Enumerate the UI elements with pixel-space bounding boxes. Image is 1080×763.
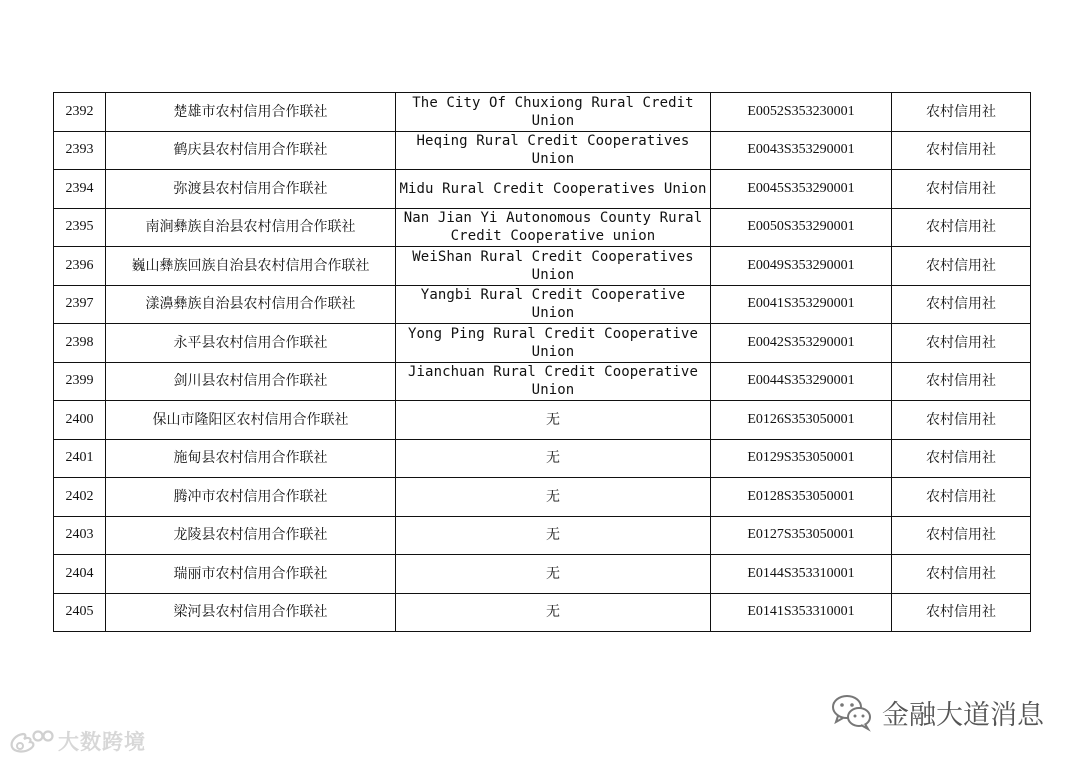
english-name: Yangbi Rural Credit Cooperative Union xyxy=(396,285,711,324)
row-number: 2396 xyxy=(54,247,106,286)
institution-type: 农村信用社 xyxy=(892,324,1031,363)
weibo-watermark-text: 大数跨境 xyxy=(58,730,146,754)
bank-list-table xyxy=(53,92,1031,632)
table-row xyxy=(54,247,1031,286)
chinese-name: 保山市隆阳区农村信用合作联社 xyxy=(106,401,396,440)
english-name: Jianchuan Rural Credit Cooperative Union xyxy=(396,362,711,401)
institution-code: E0144S353310001 xyxy=(711,555,892,594)
table-row xyxy=(54,593,1031,632)
institution-code: E0045S353290001 xyxy=(711,170,892,209)
row-number: 2398 xyxy=(54,324,106,363)
table-row xyxy=(54,478,1031,517)
row-number: 2401 xyxy=(54,439,106,478)
institution-code: E0041S353290001 xyxy=(711,285,892,324)
institution-code: E0044S353290001 xyxy=(711,362,892,401)
chinese-name: 漾濞彝族自治县农村信用合作联社 xyxy=(106,285,396,324)
table-row xyxy=(54,555,1031,594)
table-row xyxy=(54,401,1031,440)
english-name: Heqing Rural Credit Cooperatives Union xyxy=(396,131,711,170)
weibo-watermark xyxy=(8,726,146,756)
chinese-name: 龙陵县农村信用合作联社 xyxy=(106,516,396,555)
english-name: WeiShan Rural Credit Cooperatives Union xyxy=(396,247,711,286)
chinese-name: 永平县农村信用合作联社 xyxy=(106,324,396,363)
wechat-icon xyxy=(830,692,874,732)
row-number: 2394 xyxy=(54,170,106,209)
english-name: 无 xyxy=(396,555,711,594)
chinese-name: 巍山彝族回族自治县农村信用合作联社 xyxy=(106,247,396,286)
institution-code: E0127S353050001 xyxy=(711,516,892,555)
row-number: 2400 xyxy=(54,401,106,440)
english-name: 无 xyxy=(396,516,711,555)
institution-type: 农村信用社 xyxy=(892,247,1031,286)
english-name: 无 xyxy=(396,401,711,440)
wechat-watermark xyxy=(830,692,1044,732)
institution-type: 农村信用社 xyxy=(892,131,1031,170)
institution-type: 农村信用社 xyxy=(892,478,1031,517)
bank-list-table-container xyxy=(53,92,1025,632)
chinese-name: 施甸县农村信用合作联社 xyxy=(106,439,396,478)
row-number: 2399 xyxy=(54,362,106,401)
row-number: 2395 xyxy=(54,208,106,247)
chinese-name: 鹤庆县农村信用合作联社 xyxy=(106,131,396,170)
row-number: 2405 xyxy=(54,593,106,632)
english-name: 无 xyxy=(396,439,711,478)
institution-code: E0052S353230001 xyxy=(711,93,892,132)
wechat-watermark-text: 金融大道消息 xyxy=(882,699,1044,731)
row-number: 2392 xyxy=(54,93,106,132)
institution-type: 农村信用社 xyxy=(892,285,1031,324)
row-number: 2403 xyxy=(54,516,106,555)
table-row xyxy=(54,208,1031,247)
institution-type: 农村信用社 xyxy=(892,401,1031,440)
table-row xyxy=(54,439,1031,478)
chinese-name: 梁河县农村信用合作联社 xyxy=(106,593,396,632)
table-body xyxy=(54,93,1031,632)
institution-type: 农村信用社 xyxy=(892,208,1031,247)
institution-code: E0128S353050001 xyxy=(711,478,892,517)
table-row xyxy=(54,170,1031,209)
table-row xyxy=(54,131,1031,170)
institution-type: 农村信用社 xyxy=(892,516,1031,555)
institution-code: E0129S353050001 xyxy=(711,439,892,478)
chinese-name: 剑川县农村信用合作联社 xyxy=(106,362,396,401)
institution-type: 农村信用社 xyxy=(892,170,1031,209)
english-name: Yong Ping Rural Credit Cooperative Union xyxy=(396,324,711,363)
row-number: 2393 xyxy=(54,131,106,170)
table-row xyxy=(54,362,1031,401)
institution-code: E0050S353290001 xyxy=(711,208,892,247)
institution-code: E0141S353310001 xyxy=(711,593,892,632)
row-number: 2397 xyxy=(54,285,106,324)
table-row xyxy=(54,285,1031,324)
chinese-name: 南涧彝族自治县农村信用合作联社 xyxy=(106,208,396,247)
english-name: 无 xyxy=(396,478,711,517)
chinese-name: 瑞丽市农村信用合作联社 xyxy=(106,555,396,594)
institution-type: 农村信用社 xyxy=(892,439,1031,478)
weibo-logo-icon xyxy=(8,727,54,755)
table-row xyxy=(54,324,1031,363)
institution-code: E0126S353050001 xyxy=(711,401,892,440)
chinese-name: 腾冲市农村信用合作联社 xyxy=(106,478,396,517)
institution-type: 农村信用社 xyxy=(892,593,1031,632)
institution-type: 农村信用社 xyxy=(892,93,1031,132)
table-row xyxy=(54,93,1031,132)
table-row xyxy=(54,516,1031,555)
chinese-name: 楚雄市农村信用合作联社 xyxy=(106,93,396,132)
institution-code: E0049S353290001 xyxy=(711,247,892,286)
institution-code: E0042S353290001 xyxy=(711,324,892,363)
english-name: 无 xyxy=(396,593,711,632)
row-number: 2402 xyxy=(54,478,106,517)
english-name: Nan Jian Yi Autonomous County Rural Credit Cooperative union xyxy=(396,208,711,247)
institution-code: E0043S353290001 xyxy=(711,131,892,170)
row-number: 2404 xyxy=(54,555,106,594)
chinese-name: 弥渡县农村信用合作联社 xyxy=(106,170,396,209)
english-name: Midu Rural Credit Cooperatives Union xyxy=(396,170,711,209)
institution-type: 农村信用社 xyxy=(892,555,1031,594)
institution-type: 农村信用社 xyxy=(892,362,1031,401)
english-name: The City Of Chuxiong Rural Credit Union xyxy=(396,93,711,132)
